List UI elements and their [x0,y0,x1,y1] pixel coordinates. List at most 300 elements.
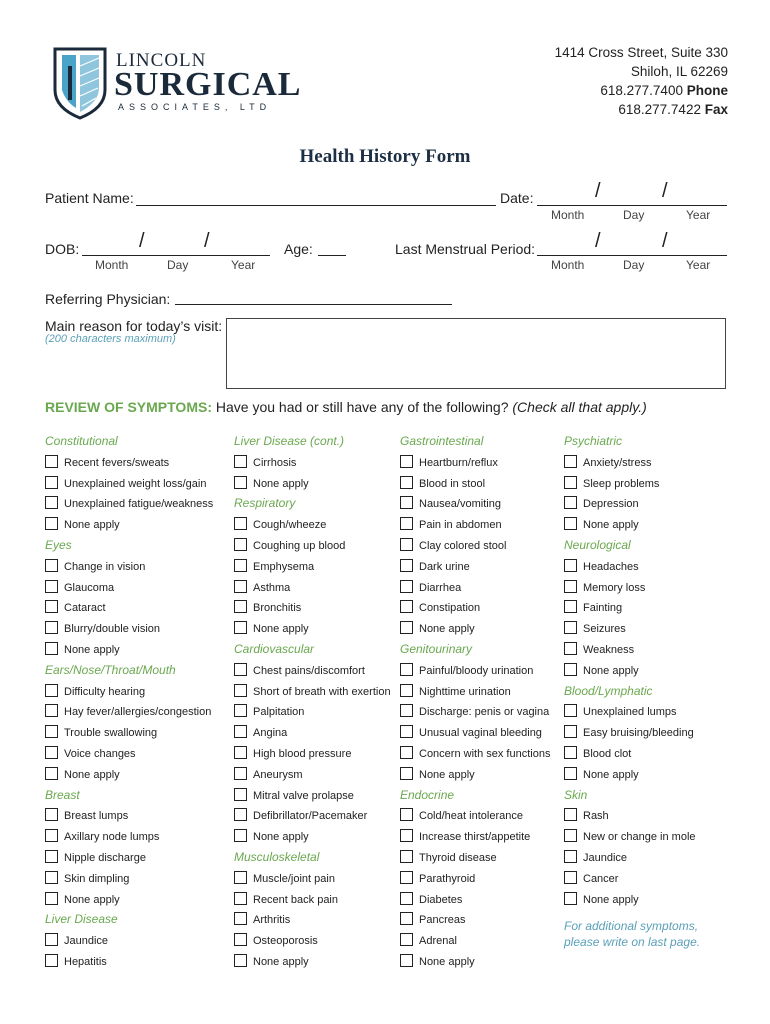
checkbox[interactable] [234,871,247,884]
symptom-checkbox-item[interactable] [564,496,639,512]
symptom-checkbox-item[interactable] [400,559,470,575]
checkbox[interactable] [564,621,577,634]
fax-label: Fax [704,102,728,117]
symptom-label: Cough/wheeze [253,519,327,532]
symptom-checkbox-item[interactable] [45,642,120,658]
symptom-label: Jaundice [64,935,109,948]
section-header: Genitourinary [400,642,473,656]
symptom-checkbox-item[interactable] [234,684,391,700]
symptom-label: None apply [64,768,120,781]
section-header: Constitutional [45,434,118,448]
symptom-checkbox-item[interactable] [400,850,497,866]
logo-line1: LINCOLN [116,50,207,71]
symptom-checkbox-item[interactable] [234,746,351,762]
lmp-day-label: Day [623,258,645,272]
symptom-label: Jaundice [583,852,628,864]
symptom-checkbox-item[interactable] [400,933,457,949]
dob-field[interactable] [82,255,270,256]
checkbox[interactable] [234,663,247,676]
additional-symptoms-note [564,918,700,950]
checkbox[interactable] [400,808,413,821]
symptom-checkbox-item[interactable] [45,580,114,596]
symptom-label: None apply [64,893,120,906]
section-header: Eyes [45,538,72,552]
symptom-checkbox-item[interactable] [45,767,120,783]
checkbox[interactable] [400,850,413,863]
checkbox[interactable] [234,455,247,468]
symptom-label: Increase thirst/appetite [419,831,531,844]
checkbox[interactable] [400,684,413,697]
dob-month-label: Month [95,258,129,272]
section-header: Breast [45,787,80,802]
note-line2: please write on last page. [564,935,701,950]
symptom-checkbox-item[interactable] [45,455,169,471]
checkbox[interactable] [234,892,247,905]
checkbox[interactable] [234,767,247,780]
symptom-label: None apply [583,768,639,781]
symptom-checkbox-item[interactable] [234,580,290,596]
symptom-label: Unusual vaginal bleeding [419,727,542,740]
symptom-checkbox-item[interactable] [400,496,501,512]
checkbox[interactable] [400,704,413,717]
symptom-label: Diarrhea [419,581,462,594]
symptom-checkbox-item[interactable] [45,746,136,762]
checkbox[interactable] [400,600,413,613]
symptom-label: Sleep problems [583,477,660,490]
logo-line2: SURGICAL [114,66,302,103]
symptom-label: Blood clot [583,748,632,760]
date-day-label: Day [623,208,645,222]
checkbox[interactable] [45,476,58,489]
symptom-checkbox-item[interactable] [400,912,465,928]
checkbox[interactable] [400,621,413,634]
checkbox[interactable] [45,559,58,572]
date-month-label: Month [551,208,585,222]
symptom-checkbox-item[interactable] [400,954,475,970]
symptom-label: New or change in mole [583,831,696,844]
symptom-checkbox-item[interactable] [45,559,145,575]
ros-instruction: (Check all that apply.) [512,399,647,415]
symptom-label: Painful/bloody urination [419,664,534,677]
symptom-label: Heartburn/reflux [419,456,498,469]
symptom-checkbox-item[interactable] [234,621,309,637]
checkbox[interactable] [234,600,247,613]
checkbox[interactable] [234,808,247,821]
checkbox[interactable] [45,933,58,946]
symptom-checkbox-item[interactable] [234,892,338,908]
symptom-checkbox-item[interactable] [234,725,287,741]
symptom-checkbox-item[interactable] [400,476,485,492]
checkbox[interactable] [564,871,577,884]
checkbox[interactable] [564,704,577,717]
symptom-label: Arthritis [253,914,291,927]
symptom-label: Skin dimpling [64,872,130,885]
symptom-checkbox-item[interactable] [45,704,211,720]
checkbox[interactable] [564,725,577,738]
symptom-checkbox-item[interactable] [234,954,309,970]
symptom-label: Constipation [419,602,481,615]
checkbox[interactable] [234,912,247,925]
symptom-label: None apply [64,519,120,532]
symptom-checkbox-item[interactable] [564,642,634,658]
dob-label: DOB: [45,241,80,257]
reason-textarea[interactable] [226,318,726,389]
checkbox[interactable] [564,559,577,572]
symptom-label: Asthma [253,581,291,594]
symptom-label: Memory loss [583,581,646,594]
symptom-checkbox-item[interactable] [400,621,475,637]
symptom-checkbox-item[interactable] [45,600,106,616]
symptom-label: None apply [64,644,120,656]
ros-heading-label: REVIEW OF SYMPTOMS: [45,399,212,415]
symptom-checkbox-item[interactable] [400,829,530,845]
symptom-label: Anxiety/stress [583,456,652,469]
checkbox[interactable] [564,892,577,905]
section-header: Musculoskeletal [234,850,320,864]
symptom-label: None apply [419,623,475,636]
symptom-checkbox-item[interactable] [45,829,159,845]
symptom-checkbox-item[interactable] [234,871,335,887]
reason-label: Main reason for today’s visit: [45,318,223,334]
symptom-label: Defibrillator/Pacemaker [253,810,368,823]
checkbox[interactable] [400,580,413,593]
dob-slash-1: / [139,230,145,252]
symptom-checkbox-item[interactable] [400,600,480,616]
symptom-label: Recent back pain [253,893,338,906]
symptom-checkbox-item[interactable] [234,663,365,679]
dob-year-label: Year [231,258,256,272]
checkbox[interactable] [564,829,577,842]
section-header: Blood/Lymphatic [564,683,653,698]
symptom-label: Headaches [583,560,639,573]
checkbox[interactable] [400,455,413,468]
lmp-label: Last Menstrual Period: [395,241,536,257]
ros-question: Have you had or still have any of the following? [215,399,509,415]
checkbox[interactable] [564,517,577,530]
section-header: Liver Disease [45,912,118,927]
section-header: Cardiovascular [234,642,315,656]
form-title: Health History Form [299,146,471,167]
symptom-checkbox-item[interactable] [45,496,213,512]
checkbox[interactable] [564,808,577,821]
symptom-label: Nipple discharge [64,852,146,864]
checkbox[interactable] [45,621,58,634]
symptom-label: Short of breath with exertion [253,685,391,698]
dob-slash-2: / [204,230,210,252]
symptom-checkbox-item[interactable] [564,455,651,471]
checkbox[interactable] [234,580,247,593]
checkbox[interactable] [400,954,413,967]
address-city: Shiloh, IL 62269 [630,64,728,79]
symptom-checkbox-item[interactable] [45,476,206,492]
symptom-label: Blurry/double vision [64,623,160,636]
address-phone [555,81,728,100]
symptom-label: Difficulty hearing [64,685,146,698]
checkbox[interactable] [400,496,413,509]
checkbox[interactable] [234,684,247,697]
checkbox[interactable] [400,933,413,946]
symptom-checkbox-item[interactable] [564,559,639,575]
symptom-label: None apply [583,893,639,906]
checkbox[interactable] [45,517,58,530]
checkbox[interactable] [45,496,58,509]
checkbox[interactable] [400,517,413,530]
symptom-label: Easy bruising/bleeding [583,727,694,740]
checkbox[interactable] [400,476,413,489]
checkbox[interactable] [45,808,58,821]
symptom-checkbox-item[interactable] [564,725,694,741]
symptom-label: Concern with sex functions [419,748,551,760]
symptom-label: Seizures [583,623,626,636]
symptom-label: Aneurysm [253,768,303,781]
checkbox[interactable] [234,517,247,530]
checkbox[interactable] [564,496,577,509]
symptom-checkbox-item[interactable] [564,892,639,908]
address-block [555,43,728,119]
checkbox[interactable] [564,746,577,759]
symptom-label: Pancreas [419,914,466,927]
checkbox[interactable] [234,933,247,946]
symptom-checkbox-item[interactable] [45,621,160,637]
symptom-checkbox-item[interactable] [400,808,523,824]
symptom-checkbox-item[interactable] [400,580,461,596]
symptom-label: Depression [583,498,639,511]
checkbox[interactable] [45,767,58,780]
symptom-checkbox-item[interactable] [564,621,626,637]
checkbox[interactable] [234,538,247,551]
checkbox[interactable] [45,600,58,613]
symptom-label: Glaucoma [64,581,115,594]
symptom-checkbox-item[interactable] [564,600,622,616]
symptom-label: Coughing up blood [253,540,346,552]
symptom-checkbox-item[interactable] [400,704,549,720]
symptom-checkbox-item[interactable] [234,476,309,492]
ros-heading [45,399,647,415]
symptom-checkbox-item[interactable] [400,746,550,762]
checkbox[interactable] [564,600,577,613]
symptom-checkbox-item[interactable] [234,455,296,471]
symptom-label: Unexplained fatigue/weakness [64,498,214,511]
checkbox[interactable] [45,954,58,967]
checkbox[interactable] [234,954,247,967]
section-header: Gastrointestinal [400,434,484,448]
checkbox[interactable] [234,704,247,717]
section-header: Endocrine [400,787,455,802]
age-field[interactable] [318,255,346,256]
symptom-checkbox-item[interactable] [234,704,304,720]
symptom-checkbox-item[interactable] [45,871,129,887]
checkbox[interactable] [564,663,577,676]
symptom-checkbox-item[interactable] [564,850,627,866]
symptom-label: None apply [583,519,639,532]
symptom-label: Blood in stool [419,477,486,490]
logo-line3: ASSOCIATES, LTD [118,102,272,112]
symptom-label: Rash [583,810,609,823]
symptom-checkbox-item[interactable] [564,767,639,783]
checkbox[interactable] [564,580,577,593]
symptom-label: Muscle/joint pain [253,872,335,885]
address-fax [555,100,728,119]
referring-physician-label: Referring Physician: [45,291,171,307]
symptom-label: Discharge: penis or vagina [419,706,550,719]
symptom-checkbox-item[interactable] [564,580,645,596]
symptom-label: Dark urine [419,560,470,573]
referring-physician-field[interactable] [175,304,452,305]
checkbox[interactable] [45,684,58,697]
symptom-checkbox-item[interactable] [45,684,145,700]
symptom-checkbox-item[interactable] [45,808,128,824]
symptom-checkbox-item[interactable] [234,829,309,845]
checkbox[interactable] [45,829,58,842]
symptom-label: Cancer [583,872,619,885]
symptom-label: Pain in abdomen [419,519,502,532]
checkbox[interactable] [564,476,577,489]
checkbox[interactable] [45,642,58,655]
symptom-checkbox-item[interactable] [234,538,345,554]
logo [52,46,312,120]
symptom-checkbox-item[interactable] [234,600,301,616]
symptom-label: None apply [419,956,475,968]
section-header: Liver Disease (cont.) [234,434,345,448]
symptom-label: Osteoporosis [253,935,318,948]
checkbox[interactable] [400,767,413,780]
checkbox[interactable] [45,850,58,863]
symptom-checkbox-item[interactable] [564,871,618,887]
checkbox[interactable] [45,455,58,468]
checkbox[interactable] [234,788,247,801]
symptom-checkbox-item[interactable] [400,725,542,741]
checkbox[interactable] [234,829,247,842]
symptom-label: Hepatitis [64,956,107,968]
symptom-checkbox-item[interactable] [564,808,609,824]
symptom-checkbox-item[interactable] [564,746,631,762]
symptom-checkbox-item[interactable] [400,871,475,887]
date-slash-2: / [662,180,668,202]
checkbox[interactable] [45,580,58,593]
symptom-label: Unexplained weight loss/gain [64,477,207,490]
symptom-label: Weakness [583,644,635,656]
checkbox[interactable] [45,892,58,905]
symptom-checkbox-item[interactable] [400,517,502,533]
checkbox[interactable] [234,476,247,489]
checkbox[interactable] [45,746,58,759]
checkbox[interactable] [564,455,577,468]
patient-name-label: Patient Name: [45,190,134,206]
symptom-label: Emphysema [253,560,315,573]
symptom-checkbox-item[interactable] [400,684,511,700]
symptom-label: Voice changes [64,748,136,760]
symptom-label: Unexplained lumps [583,706,677,719]
symptom-label: Axillary node lumps [64,831,160,844]
symptom-label: Thyroid disease [419,852,497,864]
symptom-checkbox-item[interactable] [234,767,303,783]
symptom-label: None apply [253,956,309,968]
checkbox[interactable] [45,725,58,738]
section-header: Respiratory [234,496,296,511]
symptom-checkbox-item[interactable] [45,517,120,533]
lmp-month-label: Month [551,258,585,272]
symptom-checkbox-item[interactable] [234,808,367,824]
symptom-checkbox-item[interactable] [400,538,506,554]
symptom-label: Nighttime urination [419,685,511,698]
symptom-checkbox-item[interactable] [45,954,107,970]
lmp-field[interactable] [537,255,727,256]
checkbox[interactable] [564,850,577,863]
symptom-label: Trouble swallowing [64,727,158,740]
symptom-checkbox-item[interactable] [400,663,533,679]
checkbox[interactable] [234,621,247,634]
checkbox[interactable] [564,767,577,780]
symptom-label: Fainting [583,602,623,615]
checkbox[interactable] [234,725,247,738]
symptom-label: High blood pressure [253,748,352,760]
symptom-checkbox-item[interactable] [400,892,462,908]
date-label: Date: [500,190,534,206]
symptom-label: None apply [253,831,309,844]
symptom-label: Adrenal [419,935,457,948]
symptom-checkbox-item[interactable] [564,704,677,720]
date-field[interactable] [537,205,727,206]
section-header: Psychiatric [564,434,623,448]
symptom-label: Parathyroid [419,872,476,885]
checkbox[interactable] [564,642,577,655]
checkbox[interactable] [400,912,413,925]
symptom-label: Clay colored stool [419,540,507,552]
checkbox[interactable] [400,663,413,676]
symptom-checkbox-item[interactable] [564,517,639,533]
checkbox[interactable] [400,538,413,551]
date-slash-1: / [595,180,601,202]
symptom-checkbox-item[interactable] [564,476,659,492]
shield-logo-icon [52,46,108,120]
lmp-slash-2: / [662,230,668,252]
symptom-checkbox-item[interactable] [234,788,354,804]
checkbox[interactable] [45,704,58,717]
symptom-checkbox-item[interactable] [564,829,696,845]
checkbox[interactable] [400,725,413,738]
symptom-label: Cirrhosis [253,456,297,469]
symptom-checkbox-item[interactable] [400,767,475,783]
phone-number: 618.277.7400 [600,83,683,98]
checkbox[interactable] [400,746,413,759]
checkbox[interactable] [400,892,413,905]
patient-name-field[interactable] [136,205,496,206]
symptom-checkbox-item[interactable] [564,663,639,679]
symptom-checkbox-item[interactable] [234,912,290,928]
symptom-checkbox-item[interactable] [45,725,157,741]
date-year-label: Year [686,208,711,222]
symptom-checkbox-item[interactable] [234,933,318,949]
checkbox[interactable] [234,746,247,759]
section-header: Skin [564,787,588,802]
checkbox[interactable] [45,871,58,884]
symptom-checkbox-item[interactable] [45,933,108,949]
symptom-label: Angina [253,727,288,740]
lmp-slash-1: / [595,230,601,252]
reason-hint: (200 characters maximum) [45,333,176,345]
symptom-checkbox-item[interactable] [234,559,314,575]
symptom-checkbox-item[interactable] [400,455,498,471]
checkbox[interactable] [234,559,247,572]
symptom-label: Bronchitis [253,602,302,615]
fax-number: 618.277.7422 [618,102,701,117]
checkbox[interactable] [400,829,413,842]
symptom-checkbox-item[interactable] [45,892,120,908]
checkbox[interactable] [400,559,413,572]
symptom-checkbox-item[interactable] [45,850,146,866]
symptom-checkbox-item[interactable] [234,517,326,533]
checkbox[interactable] [400,871,413,884]
